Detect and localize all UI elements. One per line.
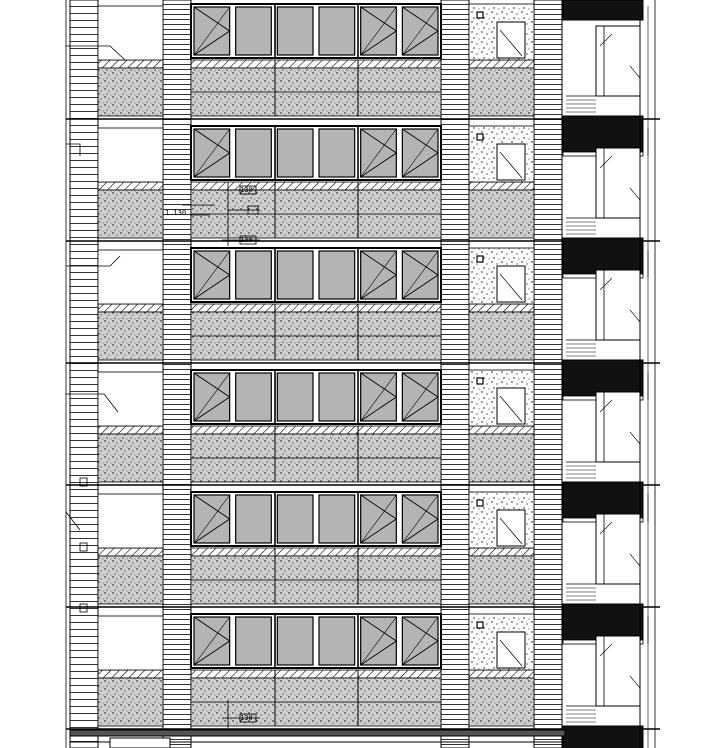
recessed-wall: [98, 6, 163, 60]
balcony-slab: [563, 604, 643, 640]
wall-fixture: [477, 622, 483, 628]
spandrel-panel: [469, 68, 534, 116]
side-door: [497, 510, 525, 546]
wall-fixture: [477, 500, 483, 506]
balcony-door: [596, 636, 640, 706]
spandrel-panel: [469, 678, 534, 726]
side-door: [497, 22, 525, 58]
dimension-label: 130: [240, 186, 253, 194]
sill-hatch: [98, 426, 163, 434]
column-center: [441, 0, 469, 748]
balcony-slab: [563, 0, 643, 20]
sill-hatch: [469, 426, 534, 434]
window-pane: [277, 7, 313, 55]
window-pane: [319, 251, 355, 299]
wall-fixture: [477, 378, 483, 384]
side-door: [497, 388, 525, 424]
window-pane: [319, 129, 355, 177]
spandrel-panel: [469, 190, 534, 238]
sill-hatch: [98, 670, 163, 678]
spandrel-panel: [469, 556, 534, 604]
window-pane: [277, 129, 313, 177]
dimension-label: 1.130: [165, 209, 187, 217]
balcony-door: [596, 270, 640, 340]
dimension-label: 130: [240, 714, 253, 722]
spandrel-panel: [98, 434, 163, 482]
spandrel-panel: [469, 312, 534, 360]
window-pane: [236, 495, 272, 543]
balcony: [563, 6, 648, 156]
balcony-door: [596, 514, 640, 584]
window-pane: [319, 495, 355, 543]
recessed-wall: [98, 616, 163, 670]
recessed-wall: [98, 250, 163, 304]
balcony-slab: [563, 482, 643, 518]
sill-hatch: [469, 548, 534, 556]
window-pane: [236, 373, 272, 421]
balcony-door: [596, 26, 640, 96]
sill-hatch: [98, 548, 163, 556]
sill-hatch: [98, 60, 163, 68]
sill-hatch: [98, 304, 163, 312]
wall-fixture: [477, 12, 483, 18]
spandrel-panel: [98, 190, 163, 238]
recessed-wall: [98, 494, 163, 548]
sill-hatch: [191, 304, 441, 312]
sill-hatch: [191, 670, 441, 678]
balcony-slab: [563, 238, 643, 274]
window-pane: [277, 495, 313, 543]
sill-hatch: [469, 182, 534, 190]
balcony-door: [596, 392, 640, 462]
recessed-wall: [98, 128, 163, 182]
sill-hatch: [98, 182, 163, 190]
window-pane: [236, 7, 272, 55]
sill-hatch: [191, 548, 441, 556]
spandrel-panel: [98, 556, 163, 604]
window-pane: [319, 373, 355, 421]
side-door: [497, 144, 525, 180]
side-door: [497, 266, 525, 302]
sill-hatch: [191, 182, 441, 190]
window-pane: [236, 251, 272, 299]
spandrel-panel: [98, 312, 163, 360]
balcony-door: [596, 148, 640, 218]
ground-base: [70, 730, 565, 748]
side-door: [497, 632, 525, 668]
sill-hatch: [191, 60, 441, 68]
wall-fixture: [477, 134, 483, 140]
wall-fixture: [477, 256, 483, 262]
sill-hatch: [191, 426, 441, 434]
window-pane: [319, 7, 355, 55]
sill-hatch: [469, 670, 534, 678]
left-edge-column: [70, 0, 98, 748]
spandrel-panel: [98, 678, 163, 726]
window-pane: [277, 373, 313, 421]
window-pane: [236, 129, 272, 177]
window-pane: [236, 617, 272, 665]
column-left: [163, 0, 191, 748]
column-right: [534, 0, 562, 748]
balcony-slab: [563, 116, 643, 152]
balcony-slab: [563, 726, 643, 748]
dimension-label: 130: [240, 236, 253, 244]
spandrel-panel: [469, 434, 534, 482]
window-pane: [277, 617, 313, 665]
sill-hatch: [469, 60, 534, 68]
window-pane: [277, 251, 313, 299]
sill-hatch: [469, 304, 534, 312]
window-pane: [319, 617, 355, 665]
spandrel-panel: [98, 68, 163, 116]
balcony-slab: [563, 360, 643, 396]
